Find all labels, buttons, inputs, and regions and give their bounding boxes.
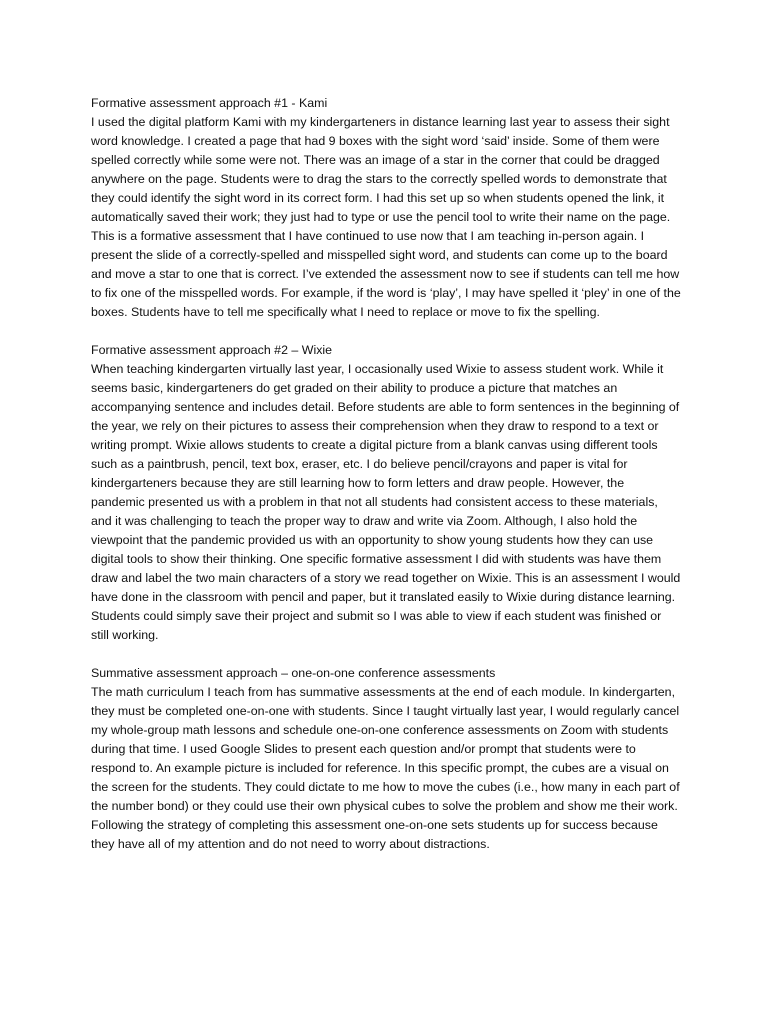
section-heading: Formative assessment approach #2 – Wixie (91, 343, 333, 357)
section-kami (91, 94, 681, 322)
section-body: I used the digital platform Kami with my kindergarteners in distance learning last year to assess their sight word knowledge. I created a page that had 9 boxes with the sight word ‘said’ inside. Some of them were spelled correctly while some were not. There was an image of a star in the corner that could be dragged anywhere on the page. Students were to drag the stars to the correctly spelled words to demonstrate that they could identify the sight word in its correct form. I had this set up so when students opened the link, it automatically saved their work; they just had to type or use the pencil tool to write their name on the page. This is a formative assessment that I have continued to use now that I am teaching in-person again. I present the slide of a correctly-spelled and misspelled sight word, and students can come up to the board and move a star to one that is correct. I’ve extended the assessment now to see if students can tell me how to fix one of the misspelled words. For example, if the word is ‘play’, I may have spelled it ‘pley’ in one of the boxes. Students have to tell me specifically what I need to replace or move to fix the spelling. (91, 115, 681, 319)
section-body: The math curriculum I teach from has summative assessments at the end of each module. In kindergarten, they must be completed one-on-one with students. Since I taught virtually last year, I would regularly cancel my whole-group math lessons and schedule one-on-one conference assessments on Zoom with students during that time. I used Google Slides to present each question and/or prompt that students were to respond to. An example picture is included for reference. In this specific prompt, the cubes are a visual on the screen for the students. They could dictate to me how to move the cubes (i.e., how many in each part of the number bond) or they could use their own physical cubes to solve the problem and show me their work. Following the strategy of completing this assessment one-on-one sets students up for success because they have all of my attention and do not need to worry about distractions. (91, 685, 680, 851)
section-summative (91, 664, 681, 854)
section-heading: Formative assessment approach #1 - Kami (91, 96, 328, 110)
section-body: When teaching kindergarten virtually last year, I occasionally used Wixie to assess student work. While it seems basic, kindergarteners do get graded on their ability to produce a picture that matches an accompanying sentence and includes detail. Before students are able to form sentences in the beginning of the year, we rely on their pictures to assess their comprehension when they draw to respond to a text or writing prompt. Wixie allows students to create a digital picture from a blank canvas using different tools such as a paintbrush, pencil, text box, eraser, etc. I do believe pencil/crayons and paper is vital for kindergarteners because they are still learning how to form letters and draw people. However, the pandemic presented us with a problem in that not all students had consistent access to these materials, and it was challenging to teach the proper way to draw and write via Zoom. Although, I also hold the viewpoint that the pandemic provided us with an opportunity to show young students how they can use digital tools to show their thinking. One specific formative assessment I did with students was have them draw and label the two main characters of a story we read together on Wixie. This is an assessment I would have done in the classroom with pencil and paper, but it translated easily to Wixie during distance learning. Students could simply save their project and submit so I was able to view if each student was finished or still working. (91, 362, 681, 642)
section-wixie (91, 341, 681, 645)
document-page (91, 94, 681, 873)
section-heading: Summative assessment approach – one-on-one conference assessments (91, 666, 496, 680)
